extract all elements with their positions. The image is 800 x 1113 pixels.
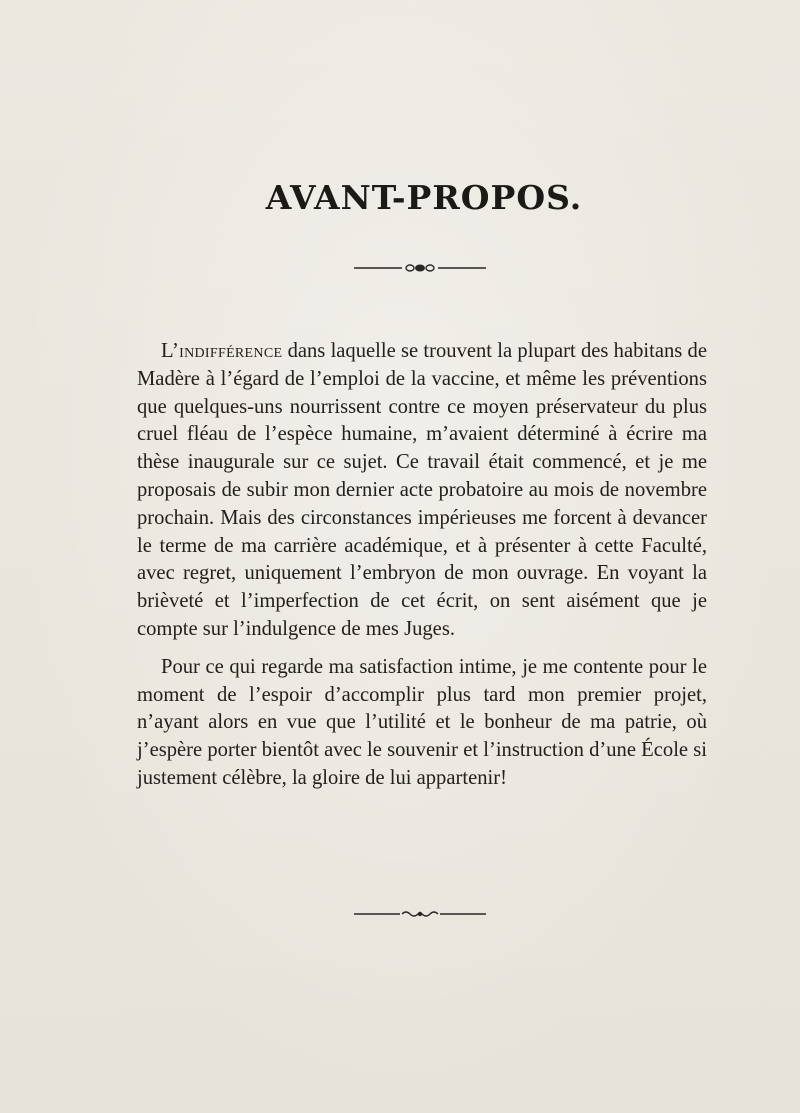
paragraph-1-lead-word: L’indifférence xyxy=(161,340,283,362)
top-ornament-rule xyxy=(352,264,488,272)
paragraph-1-body: dans laquelle se trouvent la plupart des habitans de Madère à l’égard de l’emploi de la vaccine, et même les préventions que quelques-uns nourrissent contre ce moyen préservateur du plus cruel fléau de l’espèce humaine, m’avaient déterminé à écrire ma thèse inaugurale sur ce sujet. Ce travail était commencé, et je me proposais de subir mon dernier acte probatoire au mois de novembre prochain. Mais des circonstances impérieuses me forcent à devancer le terme de ma carrière académique, et à présenter à cette Faculté, avec regret, uniquement l’embryon de mon ouvrage. En voyant la brièveté et l’imperfection de cet écrit, on sent aisément que je compte sur l’indulgence de mes Juges. xyxy=(137,340,707,640)
paragraph-1 xyxy=(137,338,707,644)
paragraph-2: Pour ce qui regarde ma satisfaction intime, je me contente pour le moment de l’espoir d’accomplir plus tard mon premier projet, n’ayant alors en vue que l’utilité et le bonheur de ma patrie, où j’espère porter bientôt avec le souvenir et l’instruction d’une École si justement célèbre, la gloire de lui appartenir! xyxy=(137,655,707,789)
page-title: AVANT-PROPOS. xyxy=(265,178,583,217)
foreword-text xyxy=(137,338,707,793)
bottom-ornament-rule xyxy=(352,910,488,918)
